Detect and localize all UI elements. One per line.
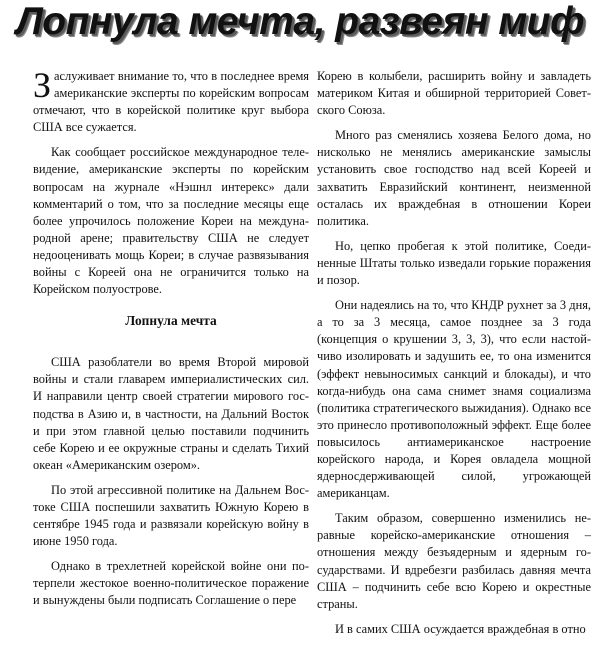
paragraph-continued: Корею в колыбели, расширить войну и завладеть материком Китая и обширной территорией Советского Союза.	[317, 69, 591, 118]
paragraph: И в самих США осуждается враждебная в отно	[335, 621, 586, 636]
paragraph-intro-text: аслуживает внимание то, что в последнее время американские эксперты по корейским вопросам отмечают, что в корейской политике круг выбора США все сужается.	[33, 69, 309, 135]
paragraph: США разоблатели во время Второй мировой войны и стали главарем империалистических сил. И направили центр своей стратегии мирового господства в Азию и, в частности, на Дальний Восток и при этом главной целью поставили подчинить себе Корею и ее окружные страны и сделать Тихий океан «Американским озером».	[33, 355, 309, 472]
paragraph: Однако в трехлетней корейской войне они потерпели жестокое военно-политическое поражение и вынуждены были подписать Соглашение о пере	[33, 559, 309, 608]
paragraph: Они надеялись на то, что КНДР рухнет за 3 дня, а то за 3 месяца, самое позднее за 3 года (концепция о крушении 3, 3, 3), что если настойчиво изолировать и задушить ее, то она изменится (эффект невыносимых санкций и блокады), и что когда-нибудь она сама снимет знамя социализма (политика стратегического выжидания). Однако все это принесло противоположный эффект. Еще более повысилось антиамериканское настроение корейского народа, и Корея овладела мощной ядерносдерживающей силой, угрожающей американцам.	[317, 298, 591, 501]
paragraph: Таким образом, совершенно изменились неравные корейско-американские отношения – отношения между безъядерным и ядерным государствами. И вдребезги разбилась давняя мечта США – подчинить себе всю Корею и окрестные страны.	[317, 511, 591, 611]
paragraph: По этой агрессивной политике на Дальнем Востоке США поспешили захватить Южную Корею в сентябре 1945 года и развязали корейскую войну в июне 1950 года.	[33, 482, 309, 549]
paragraph: Как сообщает российское международное телевидение, американские эксперты по корейским вопросам на журнале «Нэшнл интерекс» дали комментарий о том, что за последние месяцы еще более упрочилось положение Кореи на международной арене; правительству США не следует недооценивать мощь Кореи; в случае развязывания войны с Кореей она не ограничится только на Корейском полуострове.	[33, 145, 309, 297]
section-subheading: Лопнула мечта	[125, 313, 217, 329]
article-headline: Лопнула мечта, развеян миф	[15, 0, 585, 43]
right-column	[317, 68, 591, 646]
drop-cap: З	[33, 65, 52, 105]
paragraph-intro	[33, 65, 309, 136]
paragraph: Но, цепко пробегая к этой политике, Соединенные Штаты только изведали горькие поражения и позор.	[317, 238, 591, 288]
paragraph: Много раз сменялись хозяева Белого дома, но нисколько не менялись американские замыслы установить свое господство над всей Кореей и захватить Евразийский континент, неизменной осталась их враждебная в отношении Кореи политика.	[317, 128, 591, 228]
left-column	[33, 65, 309, 618]
